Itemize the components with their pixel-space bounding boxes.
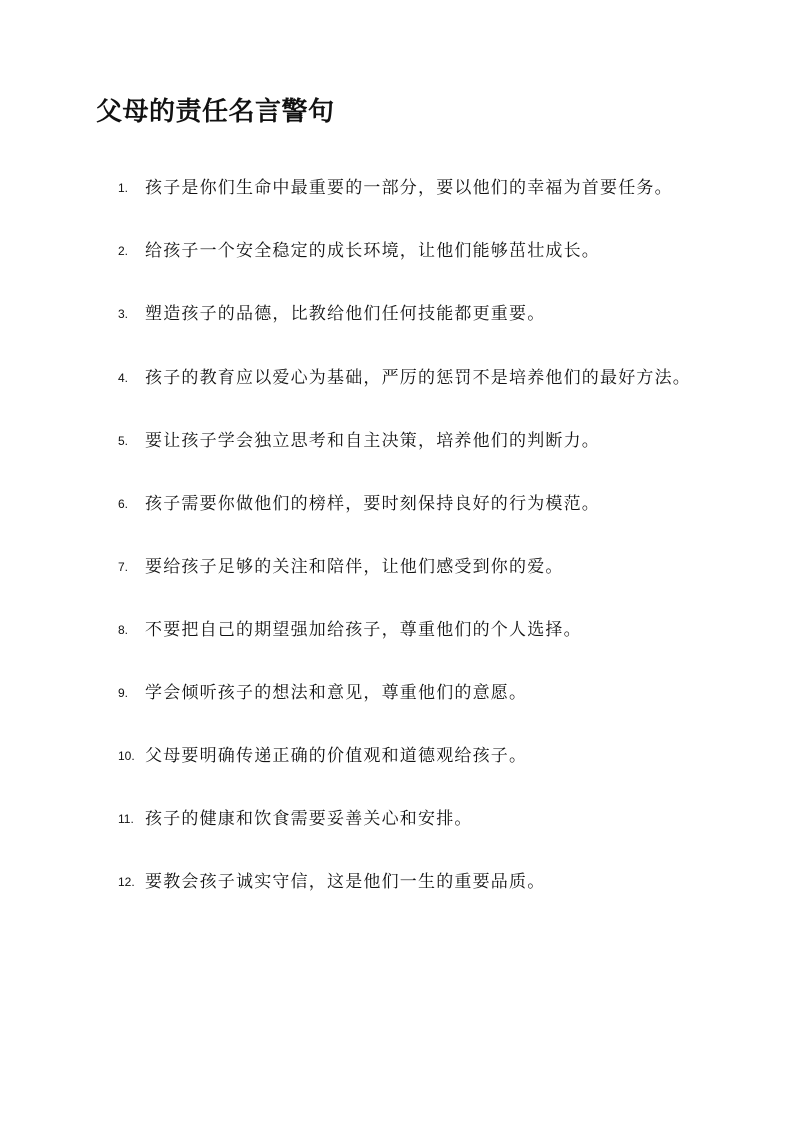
quote-list <box>118 173 698 931</box>
list-item-number: 5. <box>118 434 129 448</box>
list-item-text: 塑造孩子的品德，比教给他们任何技能都更重要。 <box>145 304 546 324</box>
list-item <box>118 300 698 329</box>
list-item-number: 10. <box>118 749 135 763</box>
list-item <box>118 616 698 645</box>
list-item <box>118 237 698 266</box>
list-item-text: 要让孩子学会独立思考和自主决策，培养他们的判断力。 <box>145 431 600 451</box>
document-title: 父母的责任名言警句 <box>96 97 335 127</box>
list-item <box>118 427 698 456</box>
list-item-text: 父母要明确传递正确的价值观和道德观给孩子。 <box>145 746 528 766</box>
list-item-text: 孩子需要你做他们的榜样，要时刻保持良好的行为模范。 <box>145 494 600 514</box>
list-item <box>118 490 698 519</box>
list-item <box>118 351 698 405</box>
list-item-text: 要教会孩子诚实守信，这是他们一生的重要品质。 <box>145 872 546 892</box>
list-item-text: 学会倾听孩子的想法和意见，尊重他们的意愿。 <box>145 683 528 703</box>
list-item <box>118 553 698 582</box>
list-item-number: 9. <box>118 686 129 700</box>
list-item <box>118 161 698 215</box>
list-item-number: 1. <box>118 181 129 195</box>
list-item-text: 孩子的教育应以爱心为基础，严厉的惩罚不是培养他们的最好方法。 <box>145 368 691 388</box>
list-item <box>118 742 698 771</box>
list-item-text: 孩子的健康和饮食需要妥善关心和安排。 <box>145 809 473 829</box>
list-item-number: 8. <box>118 623 129 637</box>
list-item-number: 4. <box>118 371 129 385</box>
list-item-text: 要给孩子足够的关注和陪伴，让他们感受到你的爱。 <box>145 557 564 577</box>
list-item-number: 12. <box>118 875 135 889</box>
list-item-number: 3. <box>118 307 129 321</box>
list-item-number: 2. <box>118 244 129 258</box>
list-item-number: 7. <box>118 560 129 574</box>
list-item-text: 不要把自己的期望强加给孩子，尊重他们的个人选择。 <box>145 620 582 640</box>
list-item-number: 11. <box>118 812 134 826</box>
list-item-number: 6. <box>118 497 129 511</box>
list-item-text: 孩子是你们生命中最重要的一部分，要以他们的幸福为首要任务。 <box>145 178 673 198</box>
list-item <box>118 679 698 708</box>
list-item <box>118 805 698 834</box>
list-item-text: 给孩子一个安全稳定的成长环境，让他们能够茁壮成长。 <box>145 241 600 261</box>
list-item <box>118 868 698 897</box>
